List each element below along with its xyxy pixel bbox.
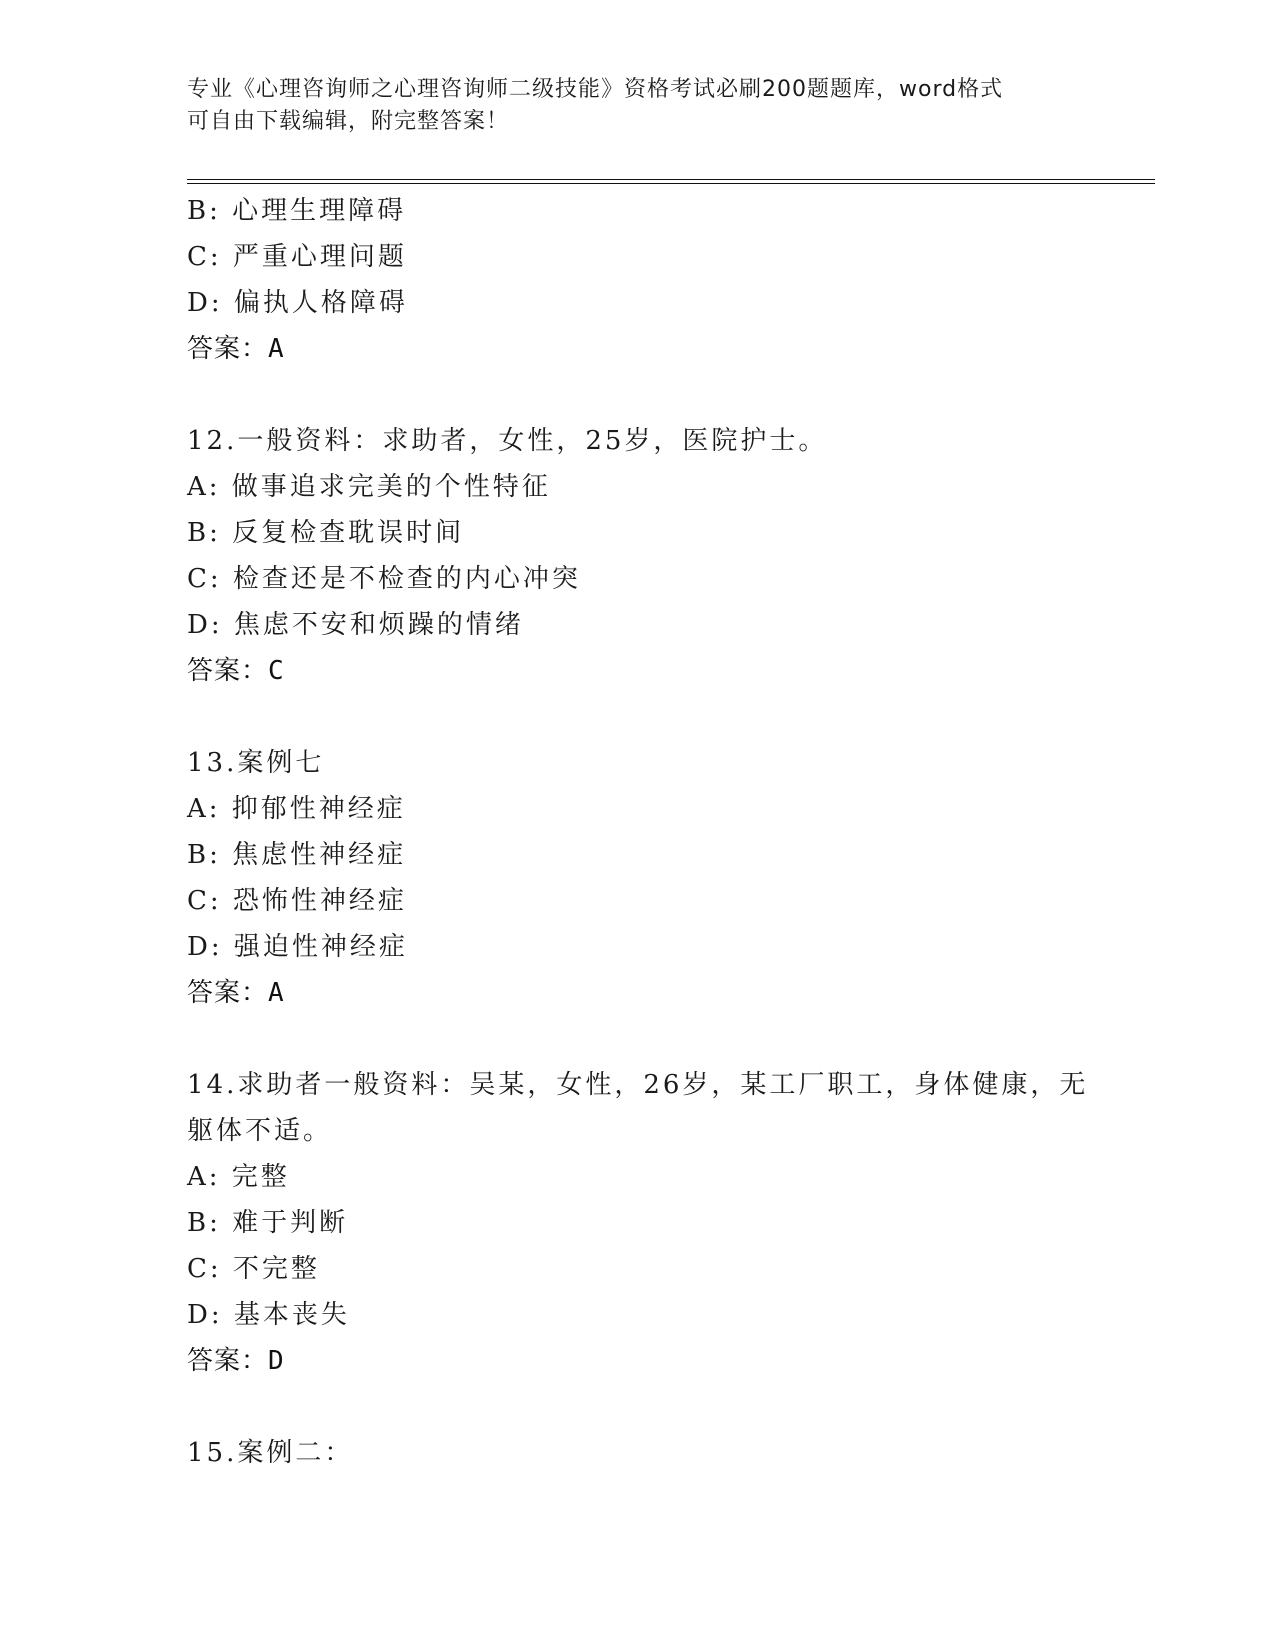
answer-value: A bbox=[268, 334, 285, 364]
option-b: B: 难于判断 bbox=[187, 1208, 349, 1238]
spacer bbox=[187, 372, 1107, 418]
answer-line bbox=[187, 970, 1107, 1016]
option-d: D: 强迫性神经症 bbox=[187, 932, 408, 962]
spacer bbox=[187, 1384, 1107, 1430]
question-stem: 15.案例二： bbox=[187, 1438, 354, 1468]
spacer bbox=[187, 694, 1107, 740]
header-divider-bottom bbox=[187, 183, 1155, 184]
question-stem-line-2: 躯体不适。 bbox=[187, 1116, 333, 1146]
option-d: D: 基本丧失 bbox=[187, 1300, 350, 1330]
option-c: C: 恐怖性神经症 bbox=[187, 886, 407, 916]
question-12 bbox=[187, 418, 1107, 694]
question-stem-line-1: 14.求助者一般资料：吴某，女性，26岁，某工厂职工，身体健康，无 bbox=[187, 1070, 1089, 1100]
question-list bbox=[187, 188, 1107, 1476]
answer-value: C bbox=[268, 656, 285, 686]
answer-line bbox=[187, 1338, 1107, 1384]
option-c: C: 不完整 bbox=[187, 1254, 320, 1284]
question-11-continued bbox=[187, 188, 1107, 372]
question-14 bbox=[187, 1062, 1107, 1384]
option-a: A: 抑郁性神经症 bbox=[187, 794, 406, 824]
document-header bbox=[187, 74, 1087, 138]
answer-value: A bbox=[268, 978, 285, 1008]
answer-label: 答案： bbox=[187, 656, 269, 686]
question-stem: 12.一般资料：求助者，女性，25岁，医院护士。 bbox=[187, 426, 828, 456]
header-line-2: 可自由下载编辑，附完整答案！ bbox=[187, 109, 510, 134]
option-b: B: 焦虑性神经症 bbox=[187, 840, 407, 870]
option-d: D: 偏执人格障碍 bbox=[187, 288, 408, 318]
option-c: C: 严重心理问题 bbox=[187, 242, 407, 272]
answer-label: 答案： bbox=[187, 1346, 269, 1376]
header-divider-top bbox=[187, 179, 1155, 180]
answer-line bbox=[187, 326, 1107, 372]
option-c: C: 检查还是不检查的内心冲突 bbox=[187, 564, 581, 594]
option-b: B: 反复检查耽误时间 bbox=[187, 518, 465, 548]
option-d: D: 焦虑不安和烦躁的情绪 bbox=[187, 610, 524, 640]
question-13 bbox=[187, 740, 1107, 1016]
answer-label: 答案： bbox=[187, 978, 269, 1008]
question-stem: 13.案例七 bbox=[187, 748, 325, 778]
option-a: A: 完整 bbox=[187, 1162, 290, 1192]
answer-line bbox=[187, 648, 1107, 694]
question-15 bbox=[187, 1430, 1107, 1476]
spacer bbox=[187, 1016, 1107, 1062]
option-a: A: 做事追求完美的个性特征 bbox=[187, 472, 551, 502]
option-b: B: 心理生理障碍 bbox=[187, 196, 407, 226]
answer-value: D bbox=[268, 1346, 285, 1376]
answer-label: 答案： bbox=[187, 334, 269, 364]
header-line-1: 专业《心理咨询师之心理咨询师二级技能》资格考试必刷200题题库，word格式 bbox=[187, 77, 1004, 102]
